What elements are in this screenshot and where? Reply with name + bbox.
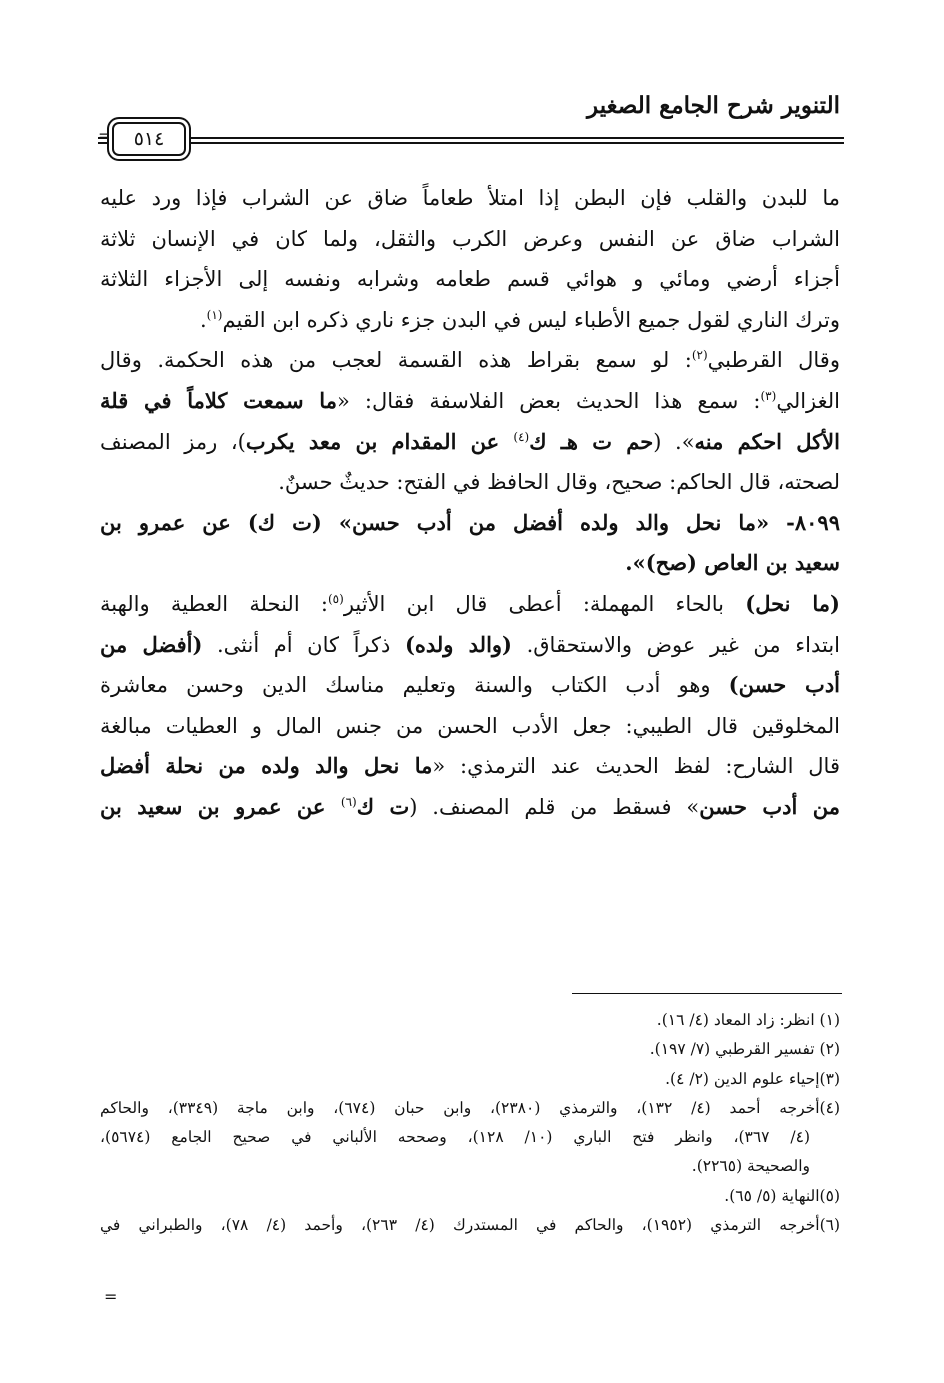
hadith-heading: سعيد بن العاص (صح)». bbox=[625, 550, 840, 576]
text-line: (ما نحل) بالحاء المهملة: أعطى قال ابن الأثير$^{(٥)}$: النحلة العطية والهبة bbox=[100, 590, 840, 616]
source-code: ت ك bbox=[356, 793, 410, 819]
running-title: التنوير شرح الجامع الصغير bbox=[587, 92, 840, 119]
main-text bbox=[100, 178, 840, 828]
header-rule-line-bottom bbox=[98, 142, 844, 144]
lemma: (ما نحل) bbox=[745, 590, 840, 616]
footnote-ref: (٥) bbox=[327, 591, 344, 606]
footnote-continued-marker: = bbox=[104, 1287, 118, 1306]
text-line: أجزاء أرضي ومائي و هوائي قسم طعامه وشرابه ونفسه إلى الأجزاء الثلاثة bbox=[100, 267, 840, 292]
footnote: (٤)أخرجه أحمد (٤/ ١٣٢)، والترمذي (٢٣٨٠)، وابن حبان (٦٧٤)، وابن ماجة (٣٣٤٩)، والحاكم bbox=[100, 1098, 840, 1117]
footnote-ref: (١) bbox=[206, 307, 223, 322]
header-rule-line-top bbox=[98, 137, 844, 139]
lemma: (والد ولده) bbox=[404, 631, 512, 657]
lemma: أدب حسن) bbox=[728, 672, 840, 698]
source-code: حم ت هـ ك bbox=[529, 428, 654, 454]
page-number: ٥١٤ bbox=[112, 122, 186, 156]
footnote: (٢) تفسير القرطبي (٧/ ١٩٧). bbox=[649, 1040, 840, 1059]
text-line: ابتداء من غير عوض والاستحقاق. (والد ولده) ذكراً كان أم أنثى. (أفضل من bbox=[100, 631, 840, 657]
footnote-ref: (٣) bbox=[760, 388, 777, 403]
footnote: (٦)أخرجه الترمذي (١٩٥٢)، والحاكم في المستدرك (٤/ ٢٦٣)، وأحمد (٤/ ٧٨)، والطبراني في bbox=[100, 1216, 840, 1235]
footnote-continuation: والصحيحة (٢٢٦٥). bbox=[691, 1157, 810, 1176]
footnote-ref: (٤) bbox=[513, 429, 530, 444]
hadith-quote: ما سمعت كلاماً في قلة bbox=[100, 387, 337, 413]
text-line: الأكل احكم منه». (حم ت هـ ك$^{(٤)}$ عن المقدام بن معد يكرب)، رمز المصنف bbox=[100, 428, 840, 454]
header-rule bbox=[98, 120, 844, 164]
hadith-quote: من أدب حسن bbox=[699, 793, 840, 819]
footnotes bbox=[100, 1006, 840, 1240]
footnote-ref: (٢) bbox=[691, 348, 708, 363]
text-line: المخلوقين قال الطيبي: جعل الأدب الحسن من جنس المال و العطيات مبالغة bbox=[100, 713, 840, 738]
hadith-quote: ما نحل والد ولده من نحلة أفضل bbox=[100, 753, 433, 779]
footnote: (٣)إحياء علوم الدين (٢/ ٤). bbox=[665, 1069, 840, 1088]
text-line: وقال القرطبي$^{(٢)}$: لو سمع بقراط هذه القسمة لعجب من هذه الحكمة. وقال bbox=[100, 348, 840, 373]
footnote: (٥)النهاية (٥/ ٦٥). bbox=[724, 1186, 840, 1205]
text-line: من أدب حسن» فسقط من قلم المصنف. (ت ك$^{(٦)}$ عن عمرو بن سعيد بن bbox=[100, 793, 840, 819]
footnote-separator bbox=[572, 993, 842, 994]
footnote: (١) انظر: زاد المعاد (٤/ ١٦). bbox=[656, 1011, 840, 1029]
narrator: عن المقدام بن معد يكرب bbox=[245, 428, 514, 454]
lemma: (أفضل من bbox=[100, 631, 203, 657]
text-line: ما للبدن والقلب فإن البطن إذا امتلأ طعاماً ضاق عن الشراب فإذا ورد عليه bbox=[100, 186, 840, 210]
text-line: لصحته، قال الحاكم: صحيح، وقال الحافظ في الفتح: حديثٌ حسنٌ. bbox=[278, 470, 840, 495]
narrator: عن عمرو بن سعيد بن bbox=[100, 793, 341, 819]
text-line: قال الشارح: لفظ الحديث عند الترمذي: «ما نحل والد ولده من نحلة أفضل bbox=[100, 753, 840, 779]
hadith-quote: الأكل احكم منه bbox=[694, 428, 840, 454]
text-line: الشراب ضاق عن النفس وعرض الكرب والثقل، ولما كان في الإنسان ثلاثة bbox=[100, 226, 840, 251]
footnote-ref: (٦) bbox=[340, 794, 357, 809]
hadith-heading: ٨٠٩٩- «ما نحل والد ولده أفضل من أدب حسن» (ت ك) عن عمرو بن bbox=[100, 509, 840, 535]
text-line: وترك الناري لقول جميع الأطباء ليس في البدن جزء ناري ذكره ابن القيم$^{(١)}$. bbox=[199, 307, 840, 332]
page-number-dash: = bbox=[98, 126, 112, 145]
footnote-continuation: (٤/ ٣٦٧)، وانظر فتح الباري (١٠/ ١٢٨)، وصححه الألباني في صحيح الجامع (٥٦٧٤)، bbox=[100, 1128, 811, 1147]
text-line: أدب حسن) وهو أدب الكتاب والسنة وتعليم مناسك الدين وحسن معاشرة bbox=[100, 672, 840, 698]
text-line: الغزالي$^{(٣)}$: سمع هذا الحديث بعض الفلاسفة فقال: «ما سمعت كلاماً في قلة bbox=[100, 387, 840, 413]
